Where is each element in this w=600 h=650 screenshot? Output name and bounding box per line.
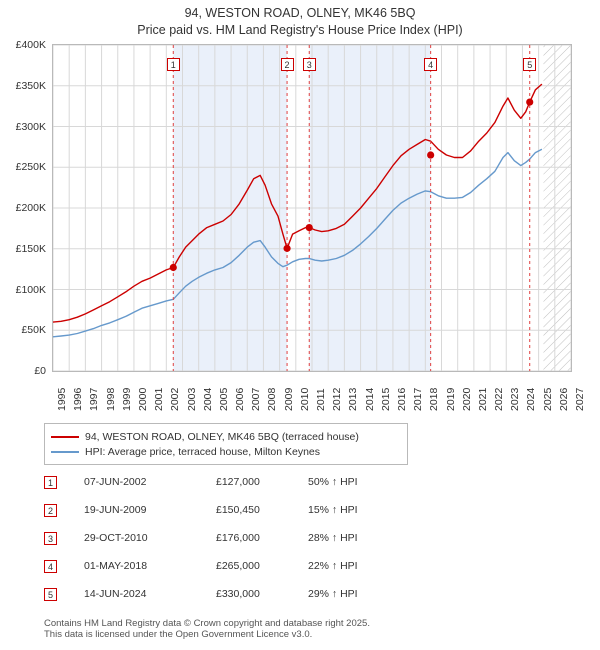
y-tick-label: £200K [15, 202, 46, 214]
y-tick-label: £100K [15, 283, 46, 296]
legend-item [51, 444, 401, 459]
footer-line-2: This data is licensed under the Open Government Licence v3.0. [44, 629, 313, 640]
x-tick-label: 2021 [476, 387, 489, 411]
x-tick-label: 2011 [315, 388, 327, 411]
sale-price: £127,000 [216, 476, 260, 488]
sale-date: 07-JUN-2002 [84, 476, 147, 488]
chart-marker-5: 5 [523, 58, 536, 71]
y-tick-label: £150K [15, 242, 46, 255]
table-row [44, 472, 464, 500]
title-line-1: 94, WESTON ROAD, OLNEY, MK46 5BQ [184, 6, 416, 20]
y-tick-label: £350K [15, 79, 46, 92]
x-tick-label: 1999 [120, 387, 133, 411]
x-tick-label: 2020 [460, 387, 473, 411]
y-tick-label: £300K [15, 120, 46, 133]
x-tick-label: 2024 [525, 387, 538, 411]
chart-marker-3: 3 [303, 58, 316, 71]
x-tick-label: 2018 [428, 387, 441, 411]
x-tick-label: 2002 [169, 387, 182, 411]
x-tick-label: 2012 [331, 387, 344, 411]
sale-index-badge: 4 [44, 560, 57, 573]
chart-marker-2: 2 [281, 58, 294, 71]
x-tick-label: 2016 [395, 387, 408, 411]
sale-price: £150,450 [216, 504, 260, 516]
x-tick-label: 2003 [185, 387, 198, 411]
x-tick-label: 1997 [88, 387, 101, 411]
x-tick-label: 2009 [282, 387, 295, 411]
sale-price: £176,000 [216, 532, 260, 544]
legend-item [51, 429, 401, 444]
table-row [44, 500, 464, 528]
x-tick-label: 1998 [104, 387, 117, 411]
chart-svg [53, 45, 571, 371]
sale-date: 19-JUN-2009 [84, 504, 147, 516]
legend-label: HPI: Average price, terraced house, Milton Keynes [85, 445, 321, 458]
footer-line-1: Contains HM Land Registry data © Crown copyright and database right 2025. [44, 618, 370, 629]
y-tick-label: £0 [34, 365, 46, 377]
y-tick-label: £50K [21, 324, 46, 337]
sale-date: 29-OCT-2010 [84, 532, 148, 544]
table-row [44, 584, 464, 612]
title-line-2: Price paid vs. HM Land Registry's House Price Index (HPI) [137, 23, 463, 37]
chart-marker-4: 4 [424, 58, 437, 71]
chart-marker-1: 1 [167, 58, 180, 71]
sale-index-badge: 5 [44, 588, 57, 601]
x-tick-label: 2023 [509, 387, 522, 411]
x-axis-labels [52, 375, 586, 415]
sale-hpi-delta: 50% ↑ HPI [308, 476, 358, 488]
sale-price: £265,000 [216, 560, 260, 572]
page-title [0, 5, 600, 39]
sale-index-badge: 1 [44, 476, 57, 489]
x-tick-label: 2013 [347, 387, 360, 411]
x-tick-label: 2027 [574, 387, 586, 411]
x-tick-label: 2014 [363, 387, 376, 411]
x-tick-label: 2006 [234, 387, 247, 411]
x-tick-label: 2007 [250, 387, 263, 411]
sale-hpi-delta: 29% ↑ HPI [308, 588, 358, 600]
chart-legend [44, 423, 408, 465]
sale-index-badge: 3 [44, 532, 57, 545]
sale-index-badge: 2 [44, 504, 57, 517]
x-tick-label: 2025 [541, 387, 554, 411]
sale-date: 01-MAY-2018 [84, 560, 148, 572]
sale-hpi-delta: 15% ↑ HPI [308, 504, 358, 516]
legend-swatch [51, 436, 79, 438]
sale-date: 14-JUN-2024 [84, 588, 147, 600]
sale-price: £330,000 [216, 588, 260, 600]
x-tick-label: 2005 [217, 387, 230, 411]
x-tick-label: 2022 [493, 387, 506, 411]
x-tick-label: 2004 [201, 387, 214, 411]
table-row [44, 528, 464, 556]
x-tick-label: 2010 [298, 387, 311, 411]
x-tick-label: 1996 [72, 387, 85, 411]
table-row [44, 556, 464, 584]
x-tick-label: 2026 [557, 387, 570, 411]
x-tick-label: 2019 [444, 387, 457, 411]
x-tick-label: 2017 [412, 387, 425, 411]
y-tick-label: £400K [15, 39, 46, 51]
sale-hpi-delta: 22% ↑ HPI [308, 560, 358, 572]
x-tick-label: 1995 [56, 387, 68, 411]
y-tick-label: £250K [15, 161, 46, 174]
x-tick-label: 2015 [379, 387, 392, 411]
x-tick-label: 2001 [153, 387, 166, 411]
legend-swatch [51, 451, 79, 453]
x-tick-label: 2000 [136, 387, 149, 411]
legend-label: 94, WESTON ROAD, OLNEY, MK46 5BQ (terraced house) [85, 430, 359, 443]
sale-hpi-delta: 28% ↑ HPI [308, 532, 358, 544]
plot-canvas [52, 44, 572, 372]
sales-table [44, 472, 464, 612]
x-tick-label: 2008 [266, 387, 279, 411]
chart-plot-area [52, 44, 572, 372]
footer-attribution [44, 618, 574, 640]
